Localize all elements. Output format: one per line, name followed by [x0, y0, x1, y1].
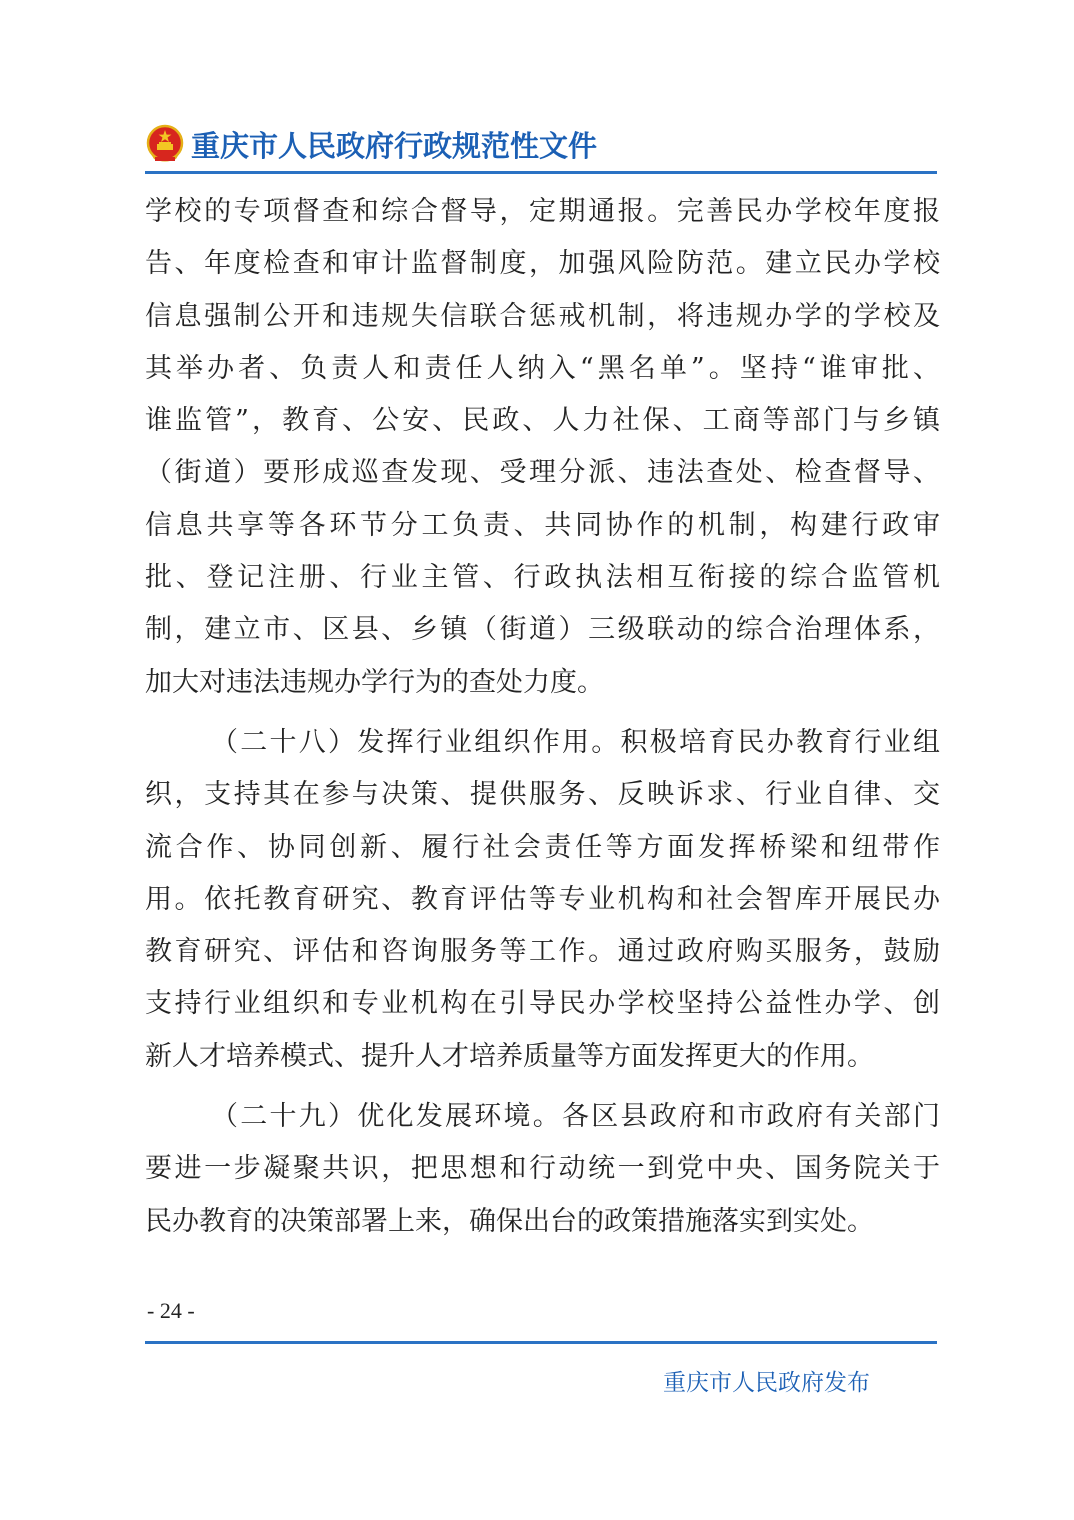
- text-line: 制，建立市、区县、乡镇（街道）三级联动的综合治理体系，: [145, 614, 940, 646]
- paragraph: [145, 717, 940, 1083]
- text-line: 流合作、协同创新、履行社会责任等方面发挥桥梁和纽带作: [145, 831, 940, 863]
- header-title: 重庆市人民政府行政规范性文件: [191, 128, 598, 163]
- text-line: 学校的专项督查和综合督导，定期通报。完善民办学校年度报: [145, 196, 940, 227]
- paragraph: [145, 1091, 940, 1248]
- text-line: 要进一步凝聚共识，把思想和行动统一到党中央、国务院关于: [145, 1153, 940, 1185]
- paragraph-gap: [145, 709, 940, 717]
- text-line: 谁监管”，教育、公安、民政、人力社保、工商等部门与乡镇: [145, 405, 940, 437]
- text-line: 其举办者、负责人和责任人纳入“黑名单”。坚持“谁审批、: [145, 352, 940, 384]
- text-line: 民办教育的决策部署上来，确保出台的政策措施落实到实处。: [145, 1205, 874, 1237]
- paragraph-gap: [145, 1083, 940, 1091]
- text-line: 加大对违法违规办学行为的查处力度。: [145, 666, 604, 698]
- page-number: - 24 -: [147, 1298, 195, 1323]
- text-line: 支持行业组织和专业机构在引导民办学校坚持公益性办学、创: [145, 988, 940, 1020]
- text-line: 信息强制公开和违规失信联合惩戒机制，将违规办学的学校及: [145, 300, 940, 332]
- text-line: 信息共享等各环节分工负责、共同协作的机制，构建行政审: [145, 509, 940, 541]
- text-line: 告、年度检查和审计监督制度，加强风险防范。建立民办学校: [145, 248, 940, 280]
- text-line: （街道）要形成巡查发现、受理分派、违法查处、检查督导、: [145, 457, 940, 489]
- text-line: 用。依托教育研究、教育评估等专业机构和社会智库开展民办: [145, 883, 940, 915]
- text-line: （二十九）优化发展环境。各区县政府和市政府有关部门: [211, 1101, 940, 1133]
- footer-publisher: 重庆市人民政府发布: [663, 1370, 870, 1396]
- footer-divider: [145, 1341, 937, 1344]
- document-body: [145, 186, 940, 1248]
- text-line: 教育研究、评估和咨询服务等工作。通过政府购买服务，鼓励: [145, 936, 940, 968]
- header-divider: [145, 171, 937, 174]
- text-line: 新人才培养模式、提升人才培养质量等方面发挥更大的作用。: [145, 1040, 874, 1072]
- national-emblem-icon: [145, 124, 185, 164]
- paragraph: [145, 186, 940, 709]
- text-line: 织，支持其在参与决策、提供服务、反映诉求、行业自律、交: [145, 779, 940, 811]
- document-header: [145, 120, 597, 168]
- text-line: （二十八）发挥行业组织作用。积极培育民办教育行业组: [211, 726, 940, 758]
- text-line: 批、登记注册、行业主管、行政执法相互衔接的综合监管机: [145, 562, 940, 594]
